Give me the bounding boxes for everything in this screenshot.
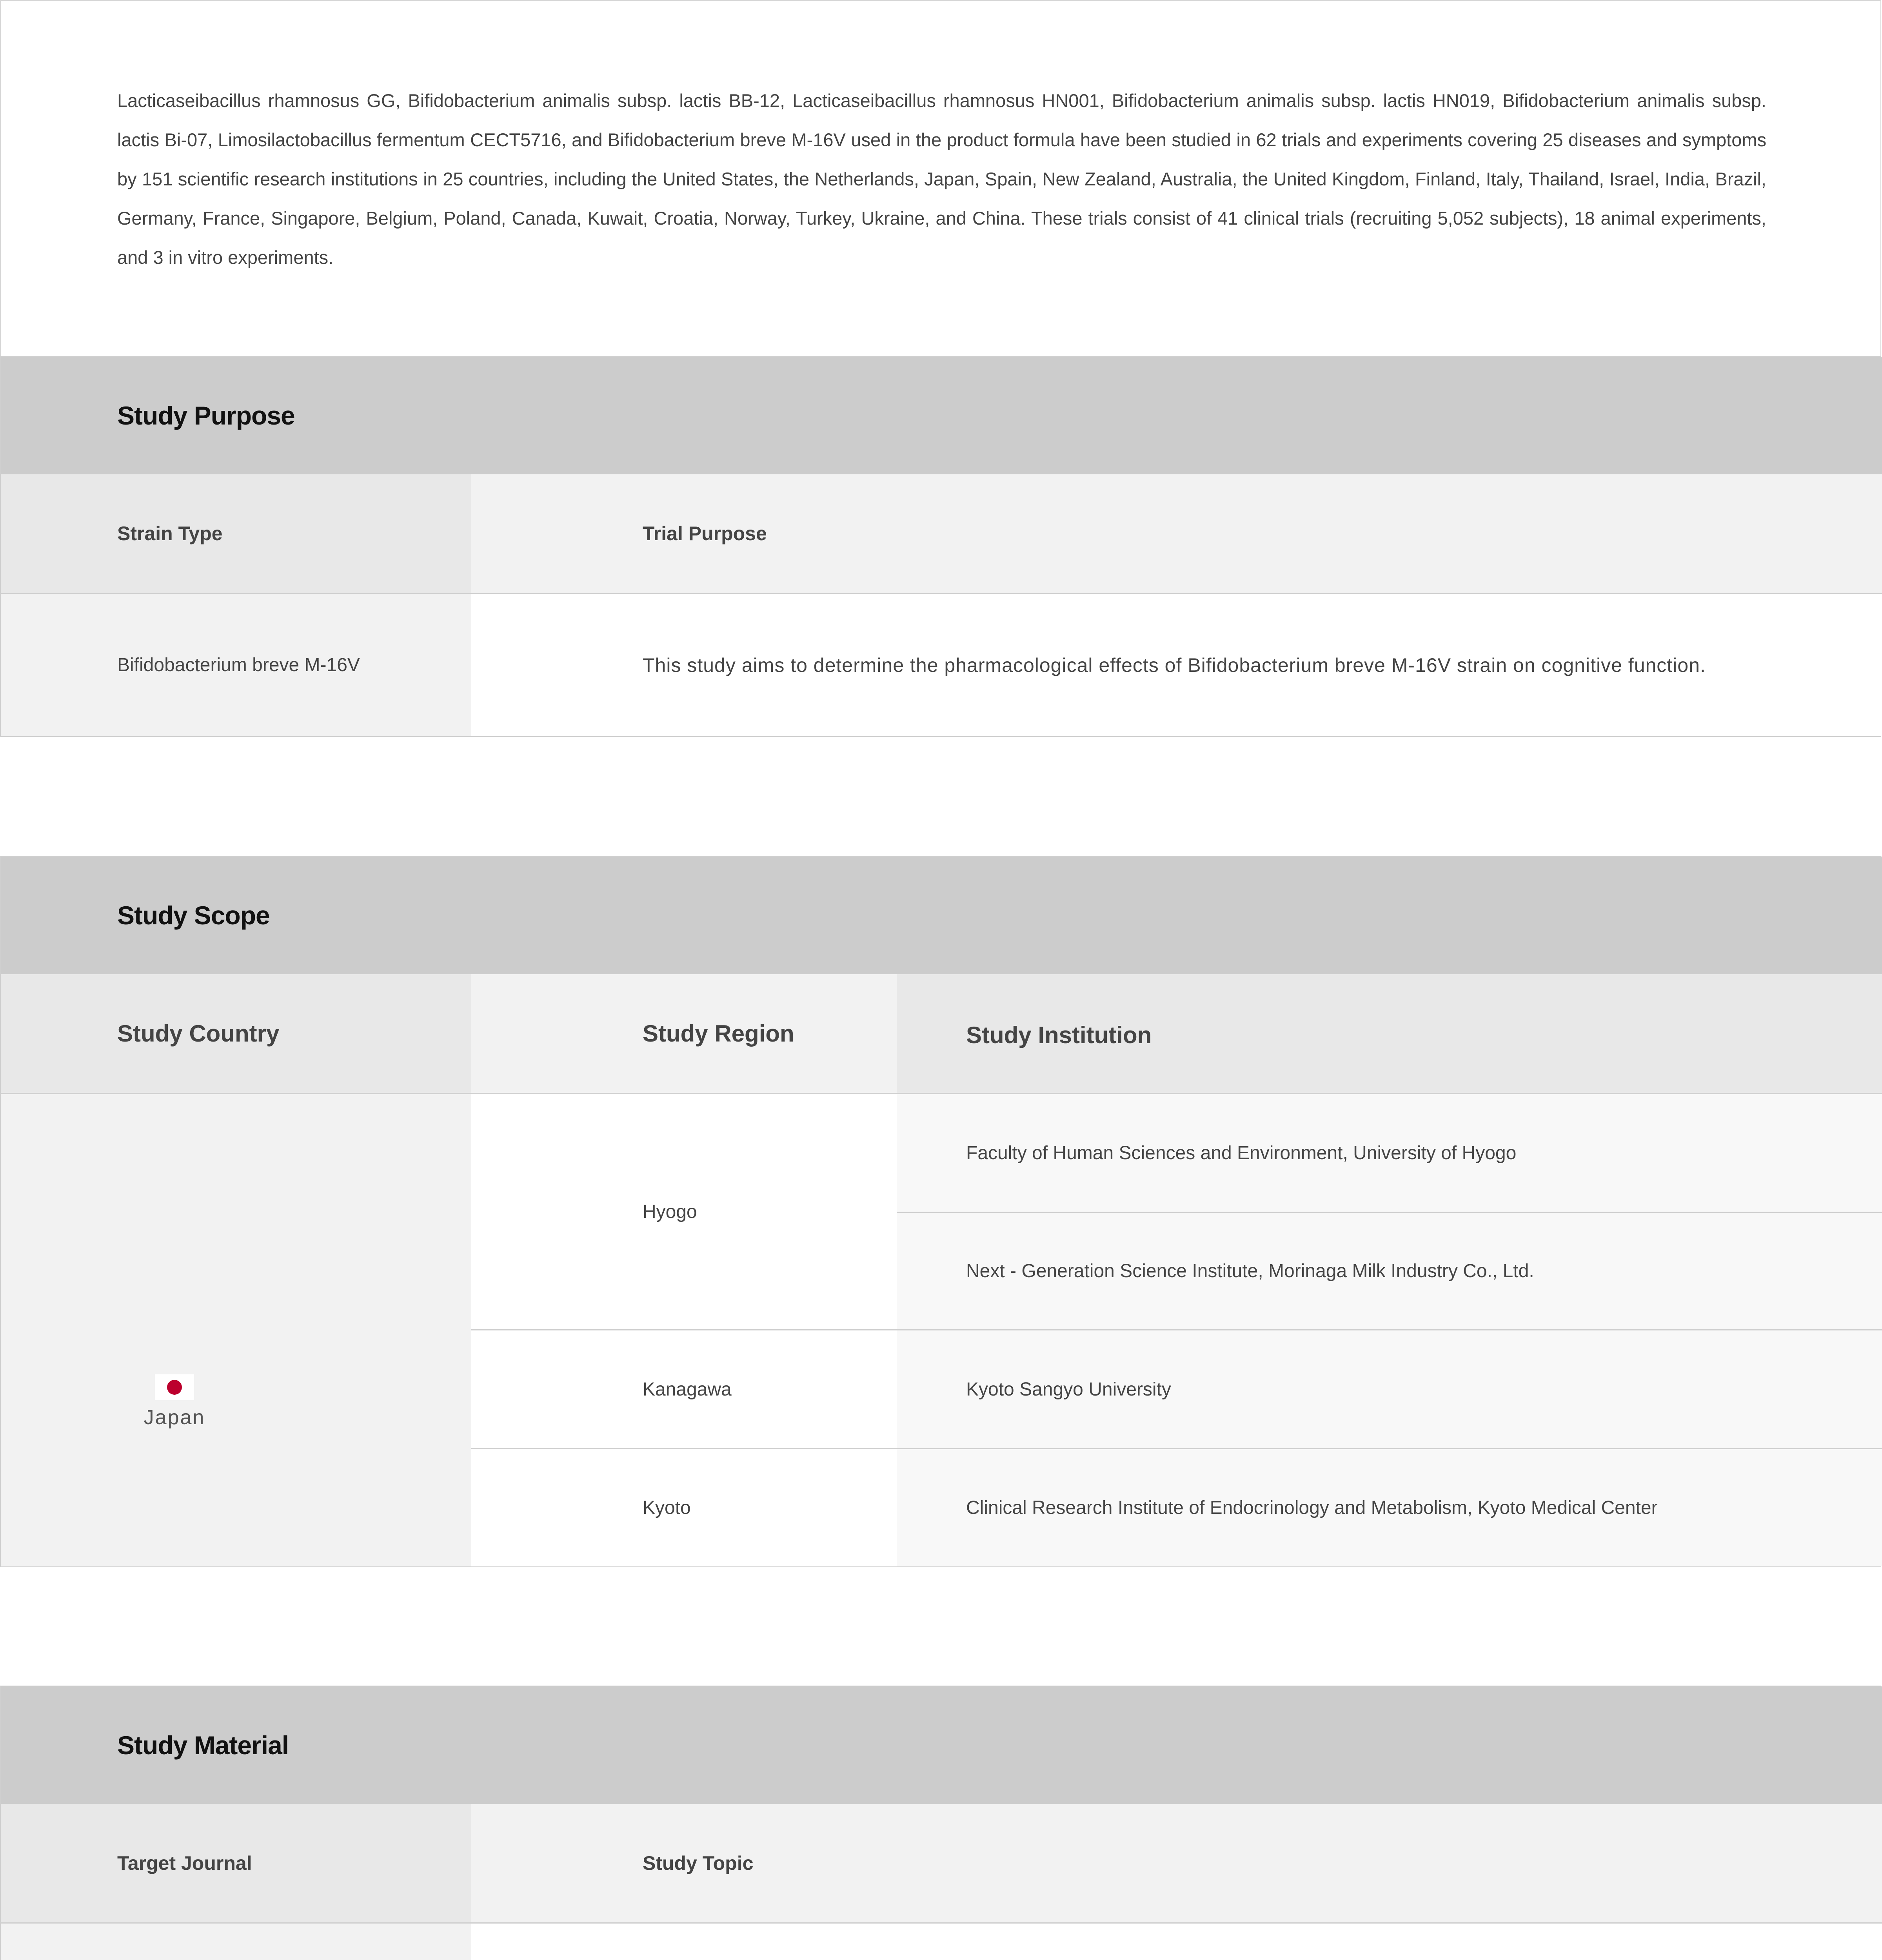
country-cell: [1, 1094, 471, 1566]
country-name: Japan: [144, 1406, 205, 1429]
region-kanagawa: Kanagawa: [471, 1330, 897, 1448]
section-header: [1, 357, 1882, 474]
study-scope-section: [0, 856, 1881, 1567]
section-header: [1, 857, 1882, 974]
institution-item: Clinical Research Institute of Endocrinology and Metabolism, Kyoto Medical Center: [897, 1449, 1882, 1566]
strain-type-header: Strain Type: [1, 474, 471, 593]
institution-item: Next - Generation Science Institute, Morinaga Milk Industry Co., Ltd.: [897, 1213, 1882, 1329]
study-purpose-section: [0, 356, 1881, 737]
section-title: Study Material: [117, 1731, 289, 1760]
target-journal-value: [1, 1924, 471, 1960]
region-kyoto: Kyoto: [471, 1449, 897, 1566]
study-topic-header: Study Topic: [471, 1804, 1882, 1922]
region-hyogo: Hyogo: [471, 1094, 897, 1329]
target-journal-header: Target Journal: [1, 1804, 471, 1922]
section-header: [1, 1686, 1882, 1804]
section-title: Study Scope: [117, 901, 270, 930]
trial-purpose-header: Trial Purpose: [471, 474, 1882, 593]
intro-text: Lacticaseibacillus rhamnosus GG, Bifidobacterium animalis subsp. lactis BB-12, Lacticaseibacillus rhamnosus HN001, Bifidobacterium animalis subsp. lactis HN019, Bifidobacterium animalis subsp. lactis Bi-07, Limosilactobacillus fermentum CECT5716, and Bifidobacterium breve M-16V used in the product formula have been studied in 62 trials and experiments covering 25 diseases and symptoms by 151 scientific research institutions in 25 countries, including the United States, the Netherlands, Japan, Spain, New Zealand, Australia, the United Kingdom, Finland, Italy, Thailand, Israel, India, Brazil, Germany, France, Singapore, Belgium, Poland, Canada, Kuwait, Croatia, Norway, Turkey, Ukraine, and China. These trials consist of 41 clinical trials (recruiting 5,052 subjects), 18 animal experiments, and 3 in vitro experiments.: [117, 90, 1766, 268]
trial-purpose-value: This study aims to determine the pharmacological effects of Bifidobacterium breve M-16V strain on cognitive function.: [471, 594, 1882, 736]
intro-panel: [0, 0, 1881, 357]
study-region-header: Study Region: [471, 974, 897, 1093]
study-topic-value: [471, 1924, 1882, 1960]
institution-item: Faculty of Human Sciences and Environment, University of Hyogo: [897, 1094, 1882, 1212]
strain-type-value: Bifidobacterium breve M-16V: [1, 594, 471, 736]
section-title: Study Purpose: [117, 401, 295, 430]
study-country-header: Study Country: [1, 974, 471, 1093]
study-institution-header: Study Institution: [897, 974, 1882, 1093]
japan-flag-icon: [155, 1374, 194, 1400]
institution-item: Kyoto Sangyo University: [897, 1330, 1882, 1448]
study-material-section: [0, 1686, 1881, 1960]
